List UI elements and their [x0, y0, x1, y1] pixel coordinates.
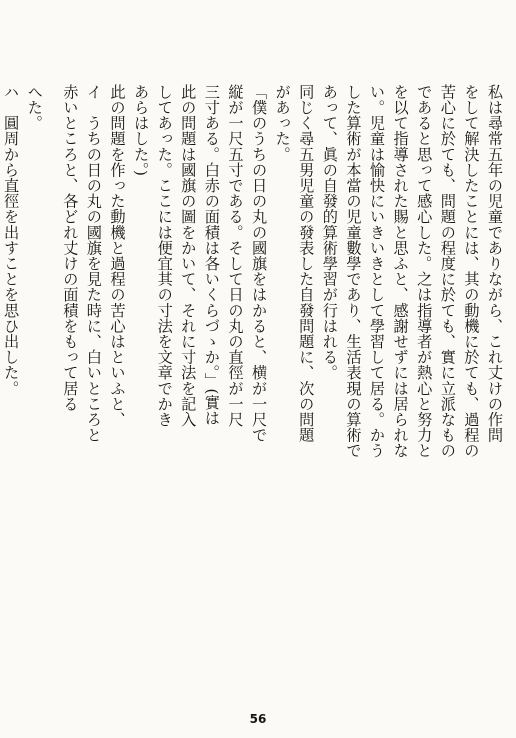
text-column: 私は尋常五年の児童でありながら、これ丈けの作問 — [486, 84, 504, 443]
text-column: した算術が本當の児童數學であり、生活表現の算術で — [344, 84, 363, 459]
text-column: をして解決したことには、其の動機に於ても、過程の — [462, 84, 481, 459]
text-column: を以て指導された賜と思ふと、感謝せずには居られな — [391, 84, 410, 459]
text-column: してあった。ここには便宜其の寸法を文章でかき — [155, 84, 174, 428]
text-column: ハ 圓周から直徑を出すことを思ひ出した。 — [2, 84, 21, 396]
page-number: 56 — [249, 712, 267, 726]
vertical-text-body — [2, 84, 506, 694]
text-column: 赤いところと、各どれ丈けの面積をもって居る — [61, 84, 80, 412]
text-column: あって、眞の自發的算術學習が行はれる。 — [320, 84, 339, 381]
text-column: 此の問題を作った動機と過程の苦心はといふと、 — [108, 84, 127, 428]
text-column: イ うちの日の丸の國旗を見た時に、白いところと — [84, 84, 103, 443]
text-column: 縦が一尺五寸である。そして日の丸の直徑が一尺 — [226, 84, 245, 428]
text-column: い。児童は愉快にいきいきとして學習して居る。かう — [368, 84, 387, 459]
text-column: へた。 — [25, 84, 44, 131]
text-column: 此の問題は國旗の圖をかいて、それに寸法を記入 — [179, 84, 198, 428]
text-column: であると思って感心した。之は指導者が熱心と努力と — [415, 84, 434, 459]
text-column: があった。 — [273, 84, 292, 162]
text-column: 苦心に於ても、問題の程度に於ても、實に立派なもの — [438, 84, 457, 459]
text-column: 同じく尋五男児童の發表した自發問題に、次の問題 — [297, 84, 316, 443]
text-column: あらはした。) — [132, 84, 151, 177]
text-column: 三寸ある。白赤の面積は各いくらづゝか。」(實は — [202, 84, 221, 426]
text-column: 「僕のうちの日の丸の國旗をはかると、横が一尺で — [250, 84, 269, 443]
